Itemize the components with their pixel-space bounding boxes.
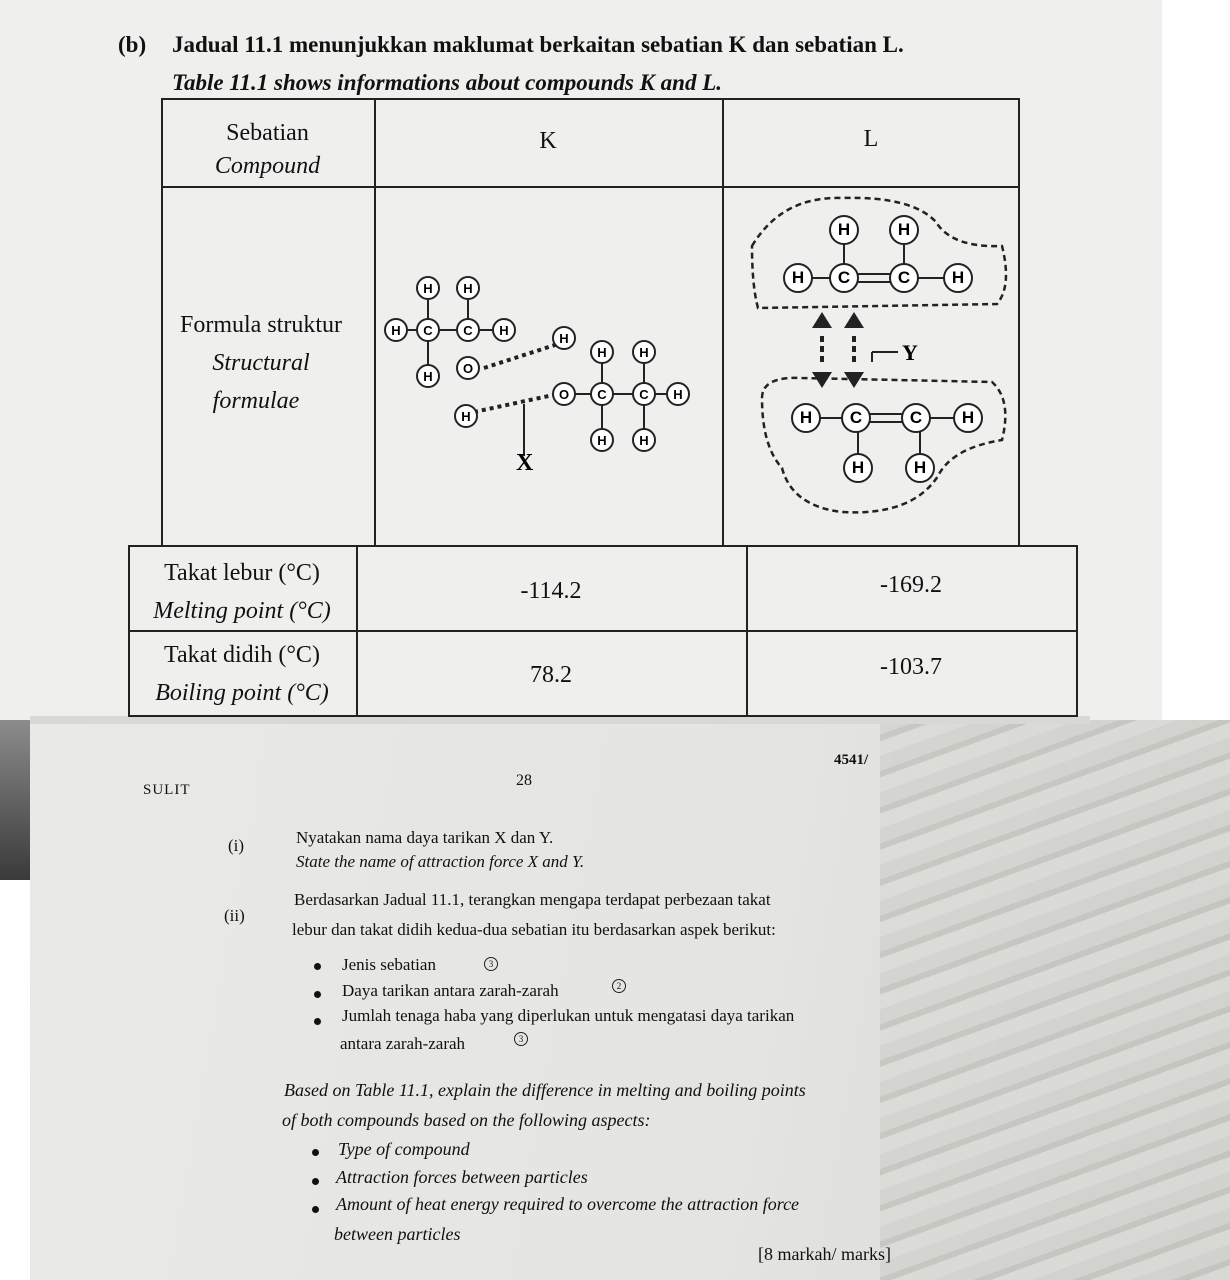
label-x: X (516, 450, 534, 476)
atom-label-h: H (961, 408, 975, 427)
bullet (314, 991, 321, 998)
row-formula-english-1: Structural (212, 350, 310, 376)
sub-i-label: (i) (228, 836, 245, 855)
bullet (312, 1178, 319, 1185)
sub-i-english: State the name of attraction force X and Y. (296, 852, 585, 871)
bullet (312, 1206, 319, 1213)
atom-label-h: H (597, 345, 607, 360)
row-boiling-english: Boiling point (°C) (155, 680, 329, 706)
sub-ii-english-line1: Based on Table 11.1, explain the difference in melting and boiling points (284, 1080, 806, 1100)
sub-ii-english-line2: of both compounds based on the following aspects: (282, 1110, 651, 1130)
bullet (314, 963, 321, 970)
atom-label-c: C (837, 268, 851, 287)
en-bullet-3-cont: between particles (334, 1224, 461, 1244)
sub-ii-label: (ii) (224, 906, 245, 925)
sub-i-malay: Nyatakan nama daya tarikan X dan Y. (296, 828, 554, 847)
row-melting-english: Melting point (°C) (153, 598, 331, 624)
header-compound-malay: Sebatian (226, 120, 309, 146)
atom-label-h: H (639, 433, 649, 448)
atom-label-h: H (423, 281, 433, 296)
atom-label-h: H (597, 433, 607, 448)
l-boiling-point: -103.7 (880, 654, 942, 680)
ms-bullet-2: Daya tarikan antara zarah-zarah (342, 981, 559, 1000)
page-number: 28 (516, 772, 532, 789)
question-part-label: (b) (118, 32, 147, 57)
header-compound-k: K (539, 128, 557, 154)
paper-edge (30, 716, 1090, 724)
atom-label-o: O (558, 387, 570, 402)
atom-label-h: H (673, 387, 683, 402)
atom-label-c: C (909, 408, 923, 427)
atom-label-h: H (391, 323, 401, 338)
bullet (314, 1018, 321, 1025)
atom-label-h: H (559, 331, 569, 346)
atom-label-c: C (463, 323, 473, 338)
atom-label-h: H (897, 220, 911, 239)
atom-label-c: C (639, 387, 649, 402)
sub-ii-malay-line2: lebur dan takat didih kedua-dua sebatian itu berdasarkan aspek berikut: (292, 920, 776, 939)
atom-label-c: C (597, 387, 607, 402)
k-boiling-point: 78.2 (530, 662, 572, 688)
atom-label-h: H (951, 268, 965, 287)
atom-label-h: H (639, 345, 649, 360)
header-compound-l: L (863, 126, 879, 152)
bullet (312, 1149, 319, 1156)
intro-malay: Jadual 11.1 menunjukkan maklumat berkaitan sebatian K dan sebatian L. (172, 32, 904, 57)
table-col-divider-3 (356, 545, 358, 717)
fabric-background (880, 720, 1230, 1280)
label-y: Y (902, 340, 918, 365)
atom-label-o: O (462, 361, 474, 376)
atom-label-h: H (463, 281, 473, 296)
atom-label-h: H (791, 268, 805, 287)
en-bullet-1: Type of compound (338, 1139, 470, 1159)
atom-label-h: H (423, 369, 433, 384)
atom-label-h: H (913, 458, 927, 477)
atom-label-h: H (499, 323, 509, 338)
atom-label-c: C (897, 268, 911, 287)
l-melting-point: -169.2 (880, 572, 942, 598)
row-melting-malay: Takat lebur (°C) (164, 560, 320, 586)
atom-label-h: H (461, 409, 471, 424)
hand-mark-1: 3 (484, 957, 498, 971)
hand-mark-2: 2 (612, 979, 626, 993)
en-bullet-2: Attraction forces between particles (336, 1167, 588, 1187)
intro-english: Table 11.1 shows informations about compounds K and L. (172, 70, 723, 95)
atom-label-h: H (837, 220, 851, 239)
ms-bullet-3-cont: antara zarah-zarah (340, 1034, 466, 1053)
atom-label-c: C (849, 408, 863, 427)
sub-ii-malay-line1: Berdasarkan Jadual 11.1, terangkan mengapa terdapat perbezaan takat (294, 890, 771, 909)
page-header-sulit: SULIT (143, 782, 191, 798)
atom-label-c: C (423, 323, 433, 338)
ms-bullet-3: Jumlah tenaga haba yang diperlukan untuk mengatasi daya tarikan (342, 1006, 795, 1025)
en-bullet-3: Amount of heat energy required to overcome the attraction force (336, 1194, 800, 1214)
hand-mark-3: 3 (514, 1032, 528, 1046)
ms-bullet-1: Jenis sebatian (342, 955, 436, 974)
row-formula-english-2: formulae (212, 388, 300, 414)
row-boiling-malay: Takat didih (°C) (164, 642, 320, 668)
structural-formula-k (374, 186, 722, 544)
table-col-divider-4 (746, 545, 748, 717)
structural-formula-l (722, 186, 1020, 544)
atom-label-h: H (799, 408, 813, 427)
table-row-divider (128, 630, 1078, 632)
row-formula-malay: Formula struktur (180, 312, 342, 338)
header-compound-english: Compound (214, 153, 321, 179)
k-melting-point: -114.2 (520, 578, 582, 604)
page-code: 4541/ (834, 752, 869, 768)
marks-allocation: [8 markah/ marks] (758, 1244, 891, 1264)
atom-label-h: H (851, 458, 865, 477)
